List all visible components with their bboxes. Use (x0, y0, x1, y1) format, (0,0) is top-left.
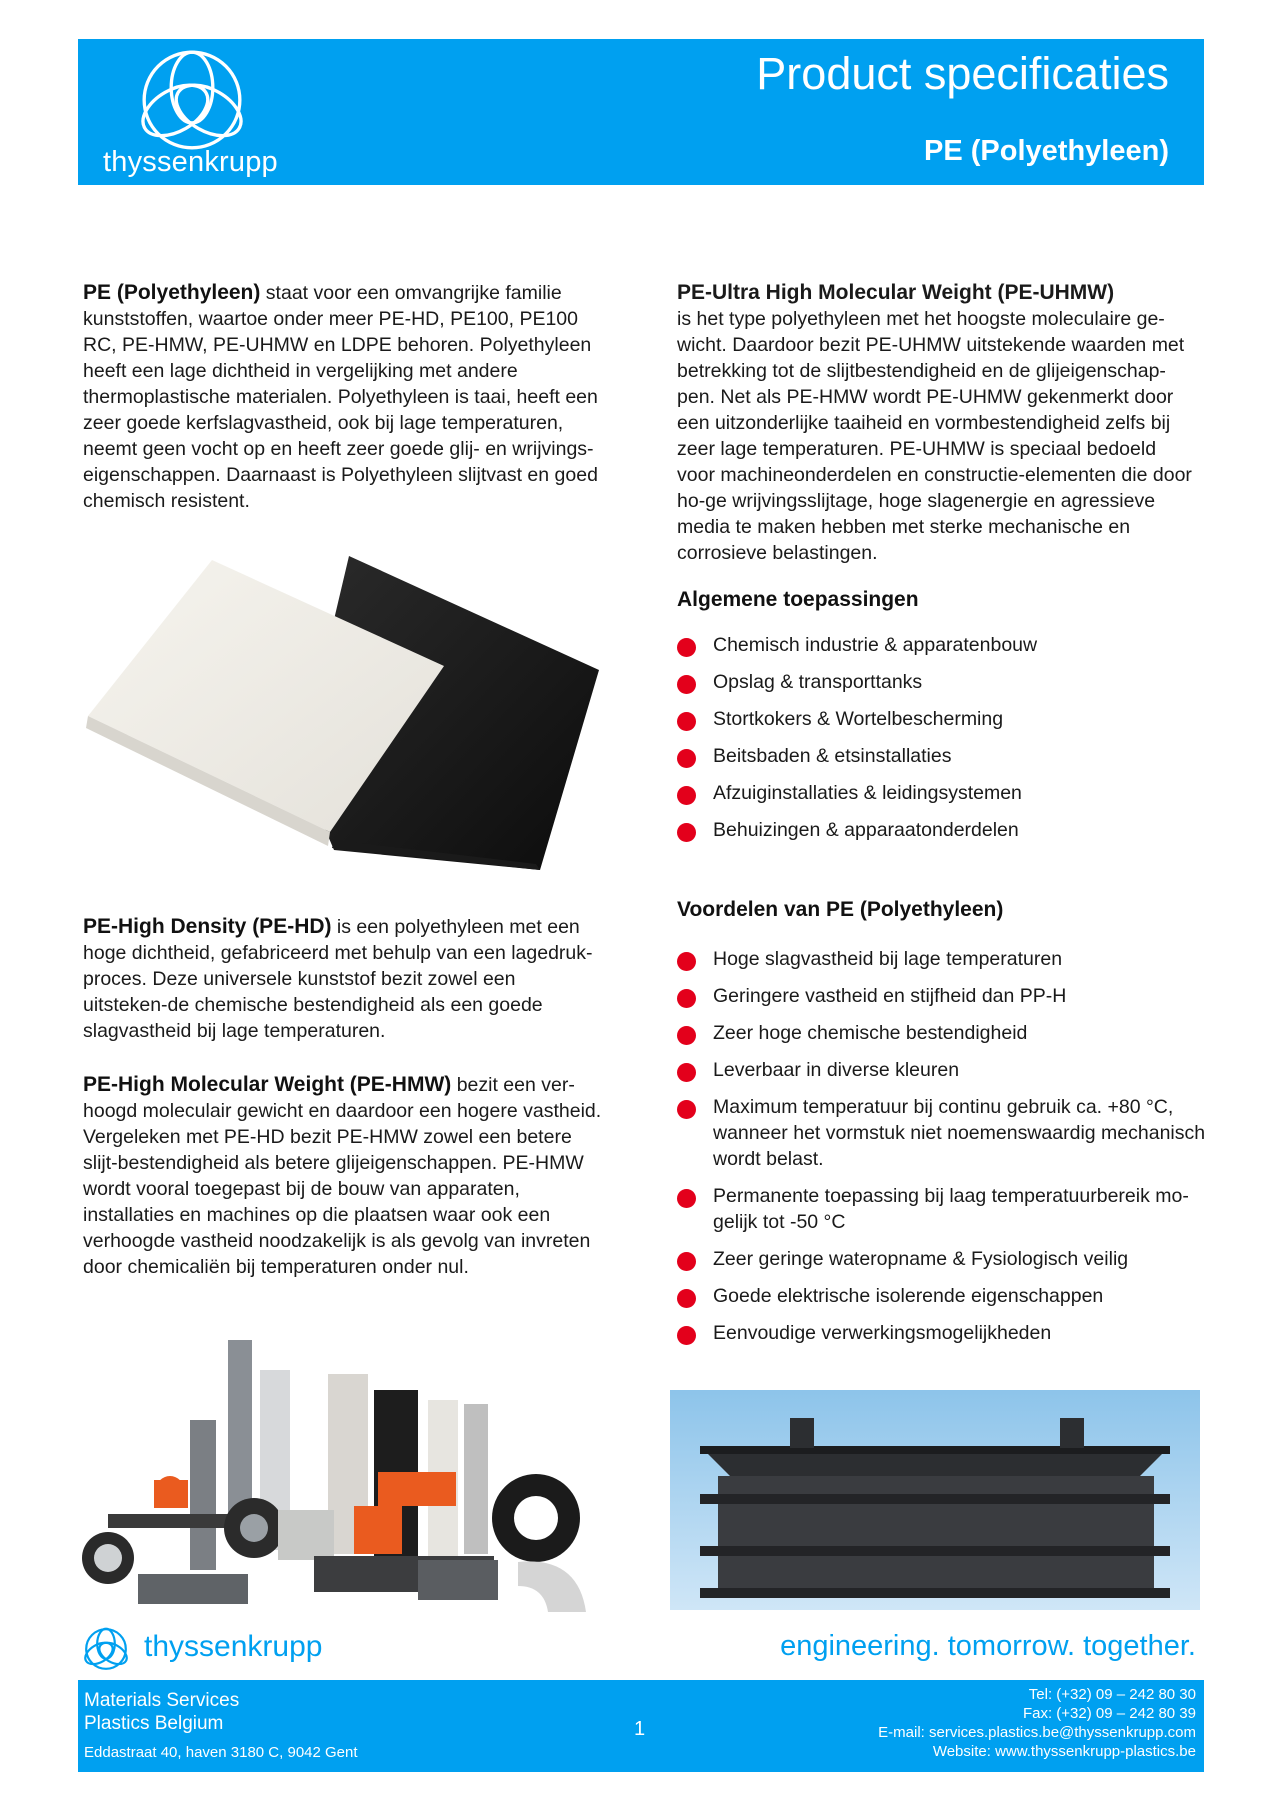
bullet-icon (677, 749, 696, 768)
pipes-fittings-image (78, 1330, 618, 1612)
bullet-icon (677, 1026, 696, 1045)
list-item: Behuizingen & apparaatonderdelen (677, 817, 1197, 843)
contact-tel: Tel: (+32) 09 – 242 80 30 (1028, 1686, 1196, 1703)
uhmw-text: is het type polyethyleen met het hoogste moleculaire ge-wicht. Daardoor bezit PE-UHMW uitstekende waarden met betrekking tot de slijtbestendigheid en de glijeigenschap-pen. Net als PE-HMW wordt PE-UHMW gekenmerkt door een uitzonderlijke taaiheid en vormbestendigheid zelfs bij zeer lage temperaturen. PE-UHMW is speciaal bedoeld voor machineonderdelen en constructie-elementen die door ho-ge wrijvingsslijtage, hoge slagenergie en agressieve media te maken hebben met sterke mechanische en corrosieve belastingen. (677, 308, 1192, 564)
advantages-heading: Voordelen van PE (Polyethyleen) (677, 898, 1004, 921)
tank-image (670, 1390, 1200, 1610)
hmw-term: PE-High Molecular Weight (PE-HMW) (83, 1073, 452, 1096)
page-title: Product specificaties (756, 48, 1169, 99)
bullet-icon (677, 823, 696, 842)
contact-website: Website: www.thyssenkrupp-plastics.be (932, 1743, 1196, 1760)
advantages-list (677, 946, 1207, 1357)
list-item: Eenvoudige verwerkingsmogelijkheden (677, 1320, 1207, 1346)
pe-sheets-image (84, 548, 604, 870)
bullet-icon (677, 1252, 696, 1271)
contact-fax: Fax: (+32) 09 – 242 80 39 (1022, 1705, 1196, 1722)
bullet-icon (677, 712, 696, 731)
page-subtitle: PE (Polyethyleen) (924, 135, 1169, 167)
bullet-icon (677, 675, 696, 694)
bullet-icon (677, 952, 696, 971)
list-item: Leverbaar in diverse kleuren (677, 1057, 1207, 1083)
hd-text: is een polyethyleen met een hoge dichtheid, gefabriceerd met behulp van een lagedruk-proces. Deze universele kunststof bezit zowel een uitsteken-de chemische bestendigheid als een goede slagvastheid bij lage temperaturen. (83, 916, 593, 1042)
bullet-icon (677, 786, 696, 805)
list-item: Beitsbaden & etsinstallaties (677, 743, 1197, 769)
contact-email: E-mail: services.plastics.be@thyssenkrupp.com (878, 1724, 1196, 1741)
bullet-icon (677, 1289, 696, 1308)
bullet-icon (677, 1189, 696, 1208)
list-item: Chemisch industrie & apparatenbouw (677, 632, 1197, 658)
company-line-1: Materials Services (84, 1690, 240, 1711)
page-number: 1 (634, 1718, 646, 1740)
intro-paragraph (83, 280, 603, 514)
hmw-text: bezit een ver-hoogd moleculair gewicht en daardoor een hogere vastheid. Vergeleken met PE-HD bezit PE-HMW zowel een betere slijt-bestendigheid als betere glijeigenschappen. PE-HMW wordt vooral toegepast bij de bouw van apparaten, installaties en machines op die plaatsen waar ook een verhoogde vastheid noodzakelijk is als gevolg van invreten door chemicaliën bij temperaturen onder nul. (83, 1074, 602, 1278)
company-line-2: Plastics Belgium (84, 1713, 224, 1734)
list-item: Maximum temperatuur bij continu gebruik ca. +80 °C, wanneer het vormstuk niet noemenswaardig mechanisch wordt belast. (677, 1094, 1207, 1172)
list-item: Zeer hoge chemische bestendigheid (677, 1020, 1207, 1046)
bullet-icon (677, 1063, 696, 1082)
list-item: Opslag & transporttanks (677, 669, 1197, 695)
footer-band (78, 1680, 1204, 1772)
list-item: Afzuiginstallaties & leidingsystemen (677, 780, 1197, 806)
company-address: Eddastraat 40, haven 3180 C, 9042 Gent (84, 1744, 358, 1761)
thyssenkrupp-logo-icon (140, 48, 244, 152)
list-item: Geringere vastheid en stijfheid dan PP-H (677, 983, 1207, 1009)
list-item: Goede elektrische isolerende eigenschappen (677, 1283, 1207, 1309)
uhmw-term: PE-Ultra High Molecular Weight (PE-UHMW) (677, 281, 1115, 304)
list-item: Permanente toepassing bij laag temperatuurbereik mo-gelijk tot -50 °C (677, 1183, 1207, 1235)
bullet-icon (677, 1326, 696, 1345)
list-item: Hoge slagvastheid bij lage temperaturen (677, 946, 1207, 972)
footer-logo-text: thyssenkrupp (144, 1630, 323, 1663)
applications-heading: Algemene toepassingen (677, 588, 919, 611)
bullet-icon (677, 989, 696, 1008)
bullet-icon (677, 638, 696, 657)
applications-list (677, 632, 1197, 854)
hd-term: PE-High Density (PE-HD) (83, 915, 332, 938)
list-item: Stortkokers & Wortelbescherming (677, 706, 1197, 732)
bullet-icon (677, 1100, 696, 1119)
intro-term: PE (Polyethyleen) (83, 281, 261, 304)
intro-text: staat voor een omvangrijke familie kunststoffen, waartoe onder meer PE-HD, PE100, PE100 RC, PE-HMW, PE-UHMW en LDPE behoren. Polyethyleen heeft een lage dichtheid in vergelijking met andere thermoplastische materialen. Polyethyleen is taai, heeft een zeer goede kerfslagvastheid, ook bij lage temperaturen, neemt geen vocht op en heeft zeer goede glij- en wrijvings-eigenschappen. Daarnaast is Polyethyleen slijtvast en goed chemisch resistent. (83, 282, 598, 512)
uhmw-paragraph (677, 280, 1197, 566)
hd-paragraph (83, 914, 603, 1044)
list-item: Zeer geringe wateropname & Fysiologisch veilig (677, 1246, 1207, 1272)
header-logo-text: thyssenkrupp (103, 146, 278, 178)
hmw-paragraph (83, 1072, 608, 1280)
footer-logo-icon (84, 1627, 128, 1671)
tagline: engineering. tomorrow. together. (780, 1630, 1196, 1662)
